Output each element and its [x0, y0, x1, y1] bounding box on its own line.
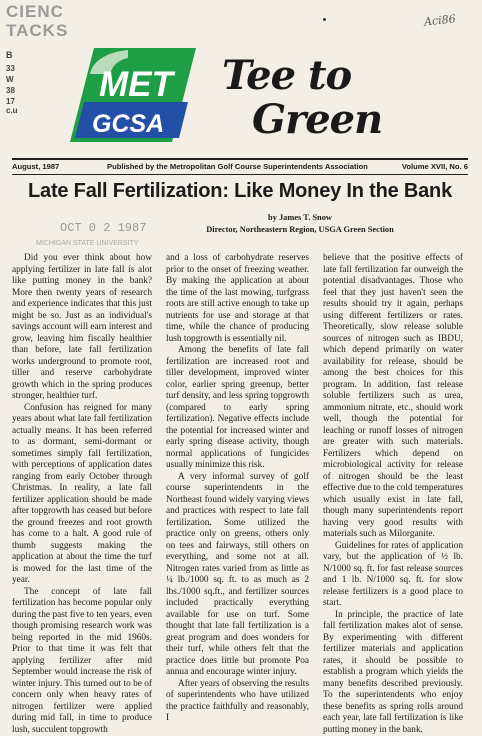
publisher-line: Published by the Metropolitan Golf Course Superintendents Association [107, 162, 368, 171]
masthead-line-1: Tee to [222, 52, 351, 99]
metgcsa-logo [66, 44, 198, 146]
received-date-stamp: OCT 0 2 1987 [60, 221, 146, 235]
stamp-line: TACKS [6, 21, 68, 41]
ink-dot [323, 18, 326, 21]
paragraph: Among the benefits of late fall fertilization are increased root and tiller development, improved winter color, earlier spring greenup, better turf density, and less spring topgrowth (compared to early spring fertilization). Negative effects include the potential for increased winter and early spring disease activity, though normal applications of fungicides usually minimize this risk. [166, 345, 309, 472]
stamp-line: W [6, 75, 14, 84]
stamp-line: B [6, 50, 13, 60]
volume-number: Volume XVII, No. 6 [402, 162, 468, 171]
paragraph: Guidelines for rates of application vary, but the application of ½ lb. N/1000 sq. ft. for fast release sources and 1 lb. N/1000 sq. ft. for slow release fertilizers is a good place to start. [323, 541, 463, 610]
stamp-line: 38 [6, 86, 15, 95]
paragraph: Confusion has reigned for many years about what late fall fertilization actually means. It has been referred to as dormant, semi-dormant or sometimes simply fall fertilization, with perceptions of application dates ranging from early October through Christmas. In reality, a late fall fertilizer application should be made after topgrowth has ceased but before the ground freezes and root growth has come to a halt. A good rule of thumb suggests making the application at about the time the turf is mowed for the last time of the year. [12, 403, 152, 587]
paragraph: and a loss of carbohydrate reserves prior to the onset of freezing weather. By making the application at about the time of the last mowing, turfgrass roots are still active enough to take up nutrients for use and storage at that time, while the chance of producing lush topgrowth is essentially nil. [166, 253, 309, 345]
handwritten-note: Aci86 [424, 12, 457, 28]
article-headline: Late Fall Fertilization: Like Money In the Bank [12, 180, 468, 203]
stamp-line: 33 [6, 64, 15, 73]
author-name: by James T. Snow [160, 212, 440, 224]
paragraph: Did you ever think about how applying fertilizer in late fall is alot like putting money in the bank? More then twenty years of research and experience indicates that this just might be so. Just as an individual's savings account will earn interest and grow, leaving him fiscally healthier than before, late fall fertilization works underground to promote root, tiller and reserve carbohydrate growth which in the spring produces stronger, healthier turf. [12, 253, 152, 403]
stamp-line: CIENC [6, 2, 64, 22]
author-role: Director, Northeastern Region, USGA Green Section [160, 224, 440, 236]
issue-bar [12, 161, 468, 173]
paragraph: After years of observing the results of superintendents who have utilized the practice faithfully and reasonably, I [166, 679, 309, 725]
paragraph: A very informal survey of golf course superintendents in the Northeast found widely varying views and practices with respect to late fall fertilization. Some utilized the practice only on greens, others only on tees and fairways, still others on everything, and some not at all. Nitrogen rates varied from as little as ¼ lb./1000 sq. ft. to as much as 2 lbs./1000 sq.ft., and fertilizer sources included practically everything available for use on turf. Some thought that late fall fertilization is a great program and does wonders for their turf, while others felt that the practice does little but promote Poa annua and encourage winter injury. [166, 472, 309, 679]
stamp-line: c.u [6, 106, 18, 115]
bottom-rule [12, 174, 468, 175]
masthead-line-2: Green [252, 96, 382, 143]
article-column-1 [12, 253, 152, 736]
logo-graphic [66, 44, 198, 146]
article-column-3 [323, 253, 463, 736]
byline [160, 212, 440, 235]
library-name-stamp: MICHIGAN STATE UNIVERSITY [36, 240, 138, 247]
paragraph: The concept of late fall fertilization has become popular only during the past five to ten years, even though promising research work was being reported in the mid 1960s. Prior to that time it was felt that applying fertilizer after mid September would increase the risk of winter injury. This turned out to be of concern only when heavy rates of nitrogen fertilizer were applied during mid fall, in time to produce lush, succulent topgrowth [12, 587, 152, 736]
library-stamp [0, 0, 62, 118]
paragraph: In principle, the practice of late fall fertilization makes alot of sense. By experimenting with different fertilizer materials and application rates, it should be possible to establish a program which yields the many benefits described previously. To the superintendents who enjoy these benefits as spring rolls around each year, late fall fertilization is like putting money in the bank. [323, 610, 463, 736]
logo-text-met: MET [99, 65, 176, 104]
issue-date: August, 1987 [12, 162, 59, 171]
top-rule [12, 158, 468, 160]
article-column-2 [166, 253, 309, 725]
paragraph: believe that the positive effects of late fall fertilization far outweigh the potential disadvantages. Those who feel that they just haven't seen the results should try it again, perhaps using different fertilizers or rates. Theoretically, slow release soluble sources of nitrogen such as IBDU, which depend primarily on water availability for release, should be among the best choices for this program. In addition, fast release soluble fertilizers such as urea, ammonium nitrate, etc., should work well, though the potential for leaching or runoff losses of nitrogen are greater with such materials. Fertilizers which depend on microbiological activity for release of nitrogen should be the least effective due to the cold temperatures which usually exist in late fall, though many superintendents report having very good results with materials such as Milorganite. [323, 253, 463, 541]
logo-text-gcsa: GCSA [92, 110, 164, 138]
stamp-line: 17 [6, 97, 15, 106]
